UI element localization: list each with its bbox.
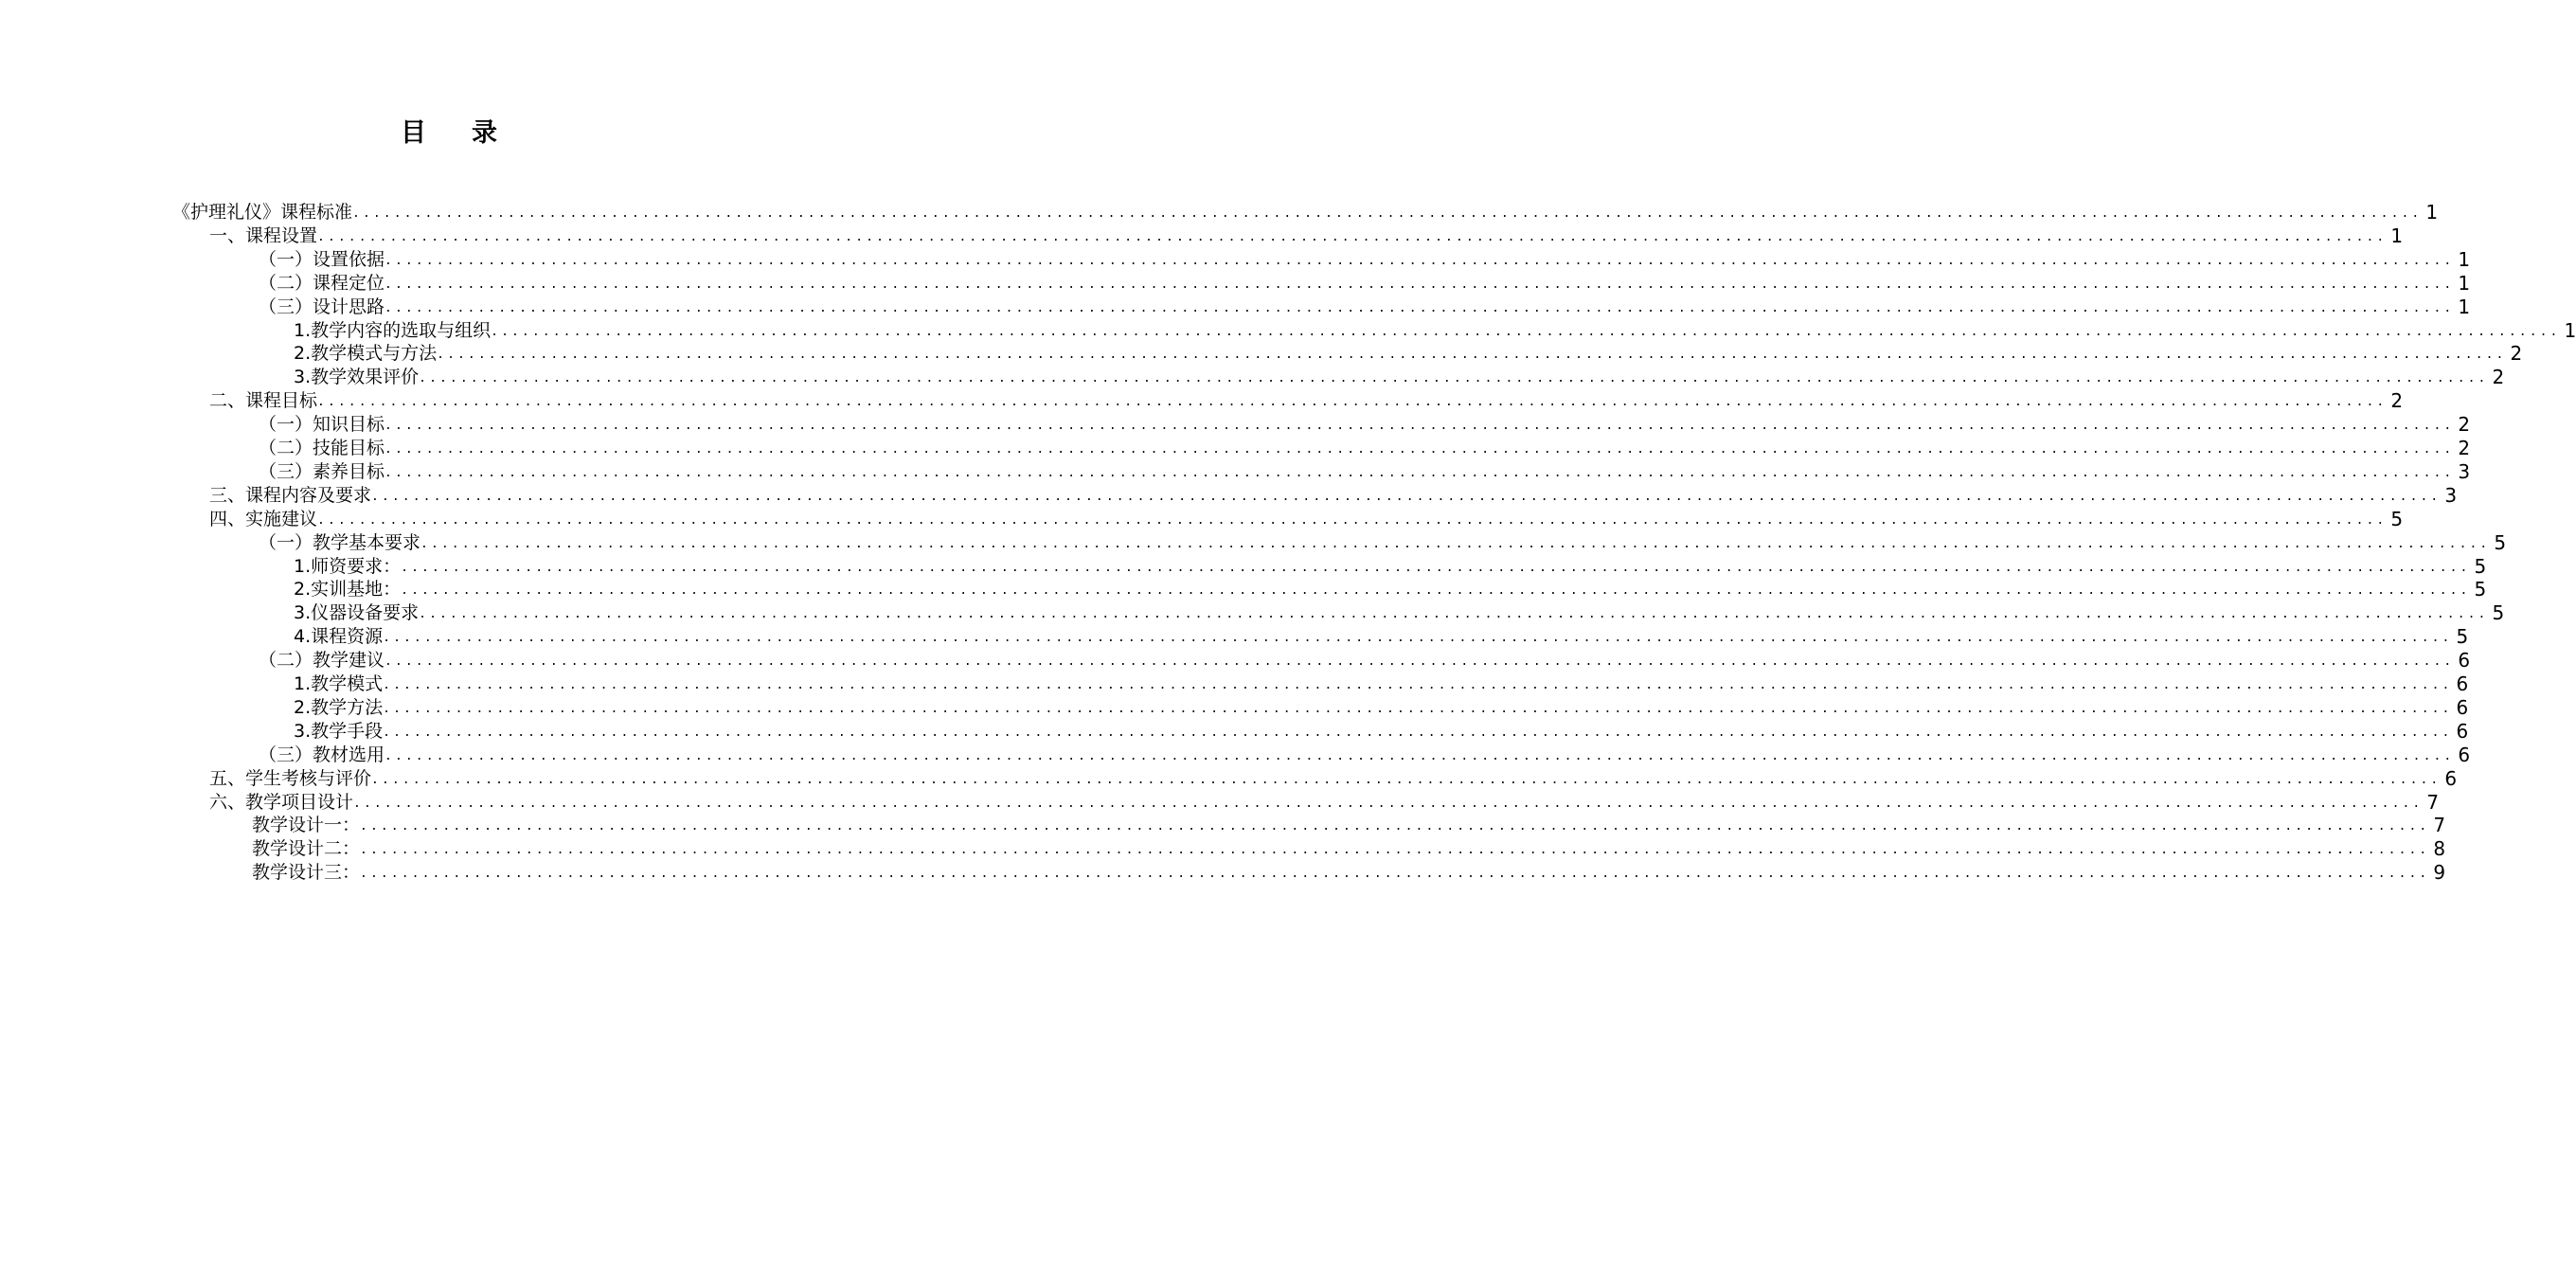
toc-leader-dots: ........................................................................................................................................................................................................ xyxy=(385,253,2455,268)
toc-entry-title: 教学设计二： xyxy=(252,838,361,860)
toc-entry-page-number: 7 xyxy=(2426,790,2440,814)
toc-entry-number: 1. xyxy=(294,555,312,577)
toc-entry-title: 知识目标 xyxy=(313,414,385,436)
toc-entry[interactable] xyxy=(172,199,2439,224)
toc-entry[interactable] xyxy=(209,789,2440,814)
toc-leader-dots: ........................................................................................................................................................................................................ xyxy=(385,442,2455,457)
toc-entry-number: （二） xyxy=(259,272,313,294)
toc-leader-dots: ........................................................................................................................................................................................................ xyxy=(401,583,2471,599)
toc-entry-page-number: 6 xyxy=(2458,649,2471,672)
toc-entry[interactable] xyxy=(259,458,2471,483)
toc-entry[interactable] xyxy=(259,647,2471,672)
toc-leader-dots: ........................................................................................................................................................................................................ xyxy=(383,701,2453,716)
toc-entry-page-number: 1 xyxy=(2458,295,2471,318)
toc-entry-number: 一、 xyxy=(209,224,246,246)
toc-entry-page-number: 5 xyxy=(2474,578,2487,601)
toc-entry-number: （一） xyxy=(259,414,313,436)
toc-leader-dots: ........................................................................................................................................................................................................ xyxy=(317,395,2388,410)
toc-leader-dots: ........................................................................................................................................................................................................ xyxy=(385,465,2455,480)
toc-entry-title: 教学模式 xyxy=(311,673,384,694)
toc-leader-dots: ........................................................................................................................................................................................................ xyxy=(317,229,2388,244)
toc-entry-number: 2. xyxy=(294,579,312,601)
toc-leader-dots: ........................................................................................................................................................................................................ xyxy=(401,560,2471,575)
toc-entry-page-number: 1 xyxy=(2564,318,2576,342)
toc-entry-title: 课程设置 xyxy=(245,224,318,246)
toc-entry-title: 学生考核与评价 xyxy=(245,767,372,789)
toc-entry-number: 3. xyxy=(294,602,312,624)
toc-entry-page-number: 2 xyxy=(2458,413,2471,437)
toc-entry-number: 3. xyxy=(294,367,312,388)
toc-leader-dots: ........................................................................................................................................................................................................ xyxy=(360,867,2430,882)
toc-leader-dots: ........................................................................................................................................................................................................ xyxy=(371,489,2442,504)
toc-leader-dots: ........................................................................................................................................................................................................ xyxy=(371,772,2442,787)
toc-entry[interactable] xyxy=(252,812,2446,837)
toc-entry[interactable] xyxy=(252,835,2446,861)
toc-entry[interactable] xyxy=(294,600,2505,625)
toc-entry-number: 1. xyxy=(294,319,312,341)
toc-leader-dots: ........................................................................................................................................................................................................ xyxy=(383,725,2453,740)
toc-entry-page-number: 2 xyxy=(2510,342,2523,366)
toc-leader-dots: ........................................................................................................................................................................................................ xyxy=(419,371,2489,386)
toc-entry-page-number: 2 xyxy=(2492,366,2505,389)
toc-entry-title: 《护理礼仪》课程标准 xyxy=(172,202,353,223)
toc-leader-dots: ........................................................................................................................................................................................................ xyxy=(420,536,2491,551)
toc-entry-number: 2. xyxy=(294,343,312,365)
toc-entry[interactable] xyxy=(209,223,2404,247)
toc-entry-page-number: 6 xyxy=(2456,695,2469,719)
toc-entry[interactable] xyxy=(209,387,2404,413)
toc-title-char-2: 录 xyxy=(472,118,499,148)
toc-leader-dots: ........................................................................................................................................................................................................ xyxy=(491,324,2561,339)
toc-title xyxy=(0,112,900,149)
toc-entry[interactable] xyxy=(294,694,2469,719)
toc-entry-title: 课程资源 xyxy=(311,626,384,648)
toc-leader-dots: ........................................................................................................................................................................................................ xyxy=(385,277,2455,292)
toc-entry-page-number: 7 xyxy=(2433,814,2446,837)
toc-leader-dots: ........................................................................................................................................................................................................ xyxy=(352,206,2423,221)
toc-entry-number: （三） xyxy=(259,744,313,765)
toc-entry-page-number: 1 xyxy=(2458,271,2471,295)
toc-entry-title: 设计思路 xyxy=(313,296,385,317)
toc-entry-number: 二、 xyxy=(209,390,246,412)
toc-leader-dots: ........................................................................................................................................................................................................ xyxy=(419,607,2489,622)
toc-leader-dots: ........................................................................................................................................................................................................ xyxy=(383,678,2453,692)
toc-entry[interactable] xyxy=(294,317,2576,342)
toc-entry-title: 素养目标 xyxy=(313,460,385,482)
toc-entry-page-number: 6 xyxy=(2456,672,2469,695)
toc-entry-page-number: 5 xyxy=(2494,530,2507,554)
toc-entry[interactable] xyxy=(259,294,2471,318)
toc-entry-number: （一） xyxy=(259,531,313,553)
toc-leader-dots: ........................................................................................................................................................................................................ xyxy=(385,419,2455,434)
toc-entry[interactable] xyxy=(259,411,2471,437)
toc-entry[interactable] xyxy=(259,529,2507,554)
toc-entry-title: 教学手段 xyxy=(311,720,384,742)
toc-entry-number: （二） xyxy=(259,650,313,672)
toc-entry-page-number: 1 xyxy=(2458,247,2471,271)
toc-entry-title: 课程内容及要求 xyxy=(245,484,372,506)
toc-entry-number: （二） xyxy=(259,438,313,458)
toc-entry-page-number: 9 xyxy=(2433,861,2446,885)
toc-entry-page-number: 1 xyxy=(2425,201,2439,224)
toc-entry-number: 五、 xyxy=(209,767,246,789)
toc-leader-dots: ........................................................................................................................................................................................................ xyxy=(385,654,2455,670)
toc-entry[interactable] xyxy=(259,435,2471,459)
toc-entry-number: （三） xyxy=(259,296,313,317)
toc-entry-title: 教学项目设计 xyxy=(245,791,354,813)
toc-entry-title: 教学方法 xyxy=(311,696,384,718)
toc-entry[interactable] xyxy=(294,671,2469,695)
toc-entry-page-number: 5 xyxy=(2390,507,2404,530)
toc-entry-page-number: 3 xyxy=(2444,483,2458,507)
toc-leader-dots: ........................................................................................................................................................................................................ xyxy=(437,348,2507,363)
toc-entry-title: 教学建议 xyxy=(313,650,385,672)
toc-entry-page-number: 2 xyxy=(2390,389,2404,413)
toc-entry[interactable] xyxy=(209,506,2404,530)
toc-entry-number: 3. xyxy=(294,720,312,742)
toc-entry[interactable] xyxy=(209,482,2458,507)
toc-entry-number: 4. xyxy=(294,626,312,648)
toc-entry-title: 课程目标 xyxy=(245,390,318,412)
toc-entry-page-number: 3 xyxy=(2458,459,2471,483)
toc-entry-number: 2. xyxy=(294,696,312,718)
toc-entry-title: 仪器设备要求 xyxy=(311,602,420,624)
toc-entry-number: 三、 xyxy=(209,484,246,506)
toc-entry-title: 教学内容的选取与组织 xyxy=(311,319,492,341)
toc-entry-title: 教学设计三： xyxy=(252,862,361,884)
toc-entry[interactable] xyxy=(294,623,2469,649)
toc-entry-page-number: 8 xyxy=(2433,837,2446,861)
toc-entry-page-number: 6 xyxy=(2458,743,2471,766)
toc-entry[interactable] xyxy=(294,364,2505,389)
toc-leader-dots: ........................................................................................................................................................................................................ xyxy=(317,512,2388,528)
toc-entry[interactable] xyxy=(259,270,2471,295)
toc-entry-page-number: 5 xyxy=(2456,625,2469,649)
toc-entry-page-number: 6 xyxy=(2456,719,2469,743)
toc-entry[interactable] xyxy=(259,246,2471,271)
toc-entry[interactable] xyxy=(294,553,2487,578)
toc-entry[interactable] xyxy=(252,859,2446,885)
toc-entry-title: 教学设计一： xyxy=(252,815,361,836)
toc-leader-dots: ........................................................................................................................................................................................................ xyxy=(385,748,2455,763)
toc-entry-title: 技能目标 xyxy=(313,438,385,458)
toc-leader-dots: ........................................................................................................................................................................................................ xyxy=(353,796,2424,811)
toc-entry-title: 实施建议 xyxy=(245,508,318,529)
toc-leader-dots: ........................................................................................................................................................................................................ xyxy=(360,843,2430,858)
toc-entry-title: 实训基地： xyxy=(311,579,402,601)
toc-entry[interactable] xyxy=(294,340,2523,366)
toc-entry[interactable] xyxy=(259,742,2471,766)
toc-entry[interactable] xyxy=(294,576,2487,601)
toc-entry-page-number: 2 xyxy=(2458,437,2471,459)
toc-entry[interactable] xyxy=(209,765,2458,790)
toc-entry-number: 1. xyxy=(294,673,312,694)
toc-entry-number: 六、 xyxy=(209,791,246,813)
toc-entry-title: 教材选用 xyxy=(313,744,385,765)
toc-entry-title: 教学效果评价 xyxy=(311,367,420,388)
toc-leader-dots: ........................................................................................................................................................................................................ xyxy=(383,631,2453,646)
toc-entry-page-number: 5 xyxy=(2474,554,2487,578)
toc-entry-title: 设置依据 xyxy=(313,248,385,270)
toc-entry-page-number: 5 xyxy=(2492,601,2505,625)
toc-entry-title: 师资要求： xyxy=(311,555,402,577)
toc-entry[interactable] xyxy=(294,718,2469,743)
toc-leader-dots: ........................................................................................................................................................................................................ xyxy=(385,300,2455,315)
toc-entry-page-number: 1 xyxy=(2390,224,2404,247)
toc-entry-page-number: 6 xyxy=(2444,766,2458,790)
toc-entry-number: 四、 xyxy=(209,508,246,529)
toc-entry-number: （一） xyxy=(259,248,313,270)
toc-title-char-1: 目 xyxy=(401,118,428,148)
toc-entry-number: （三） xyxy=(259,460,313,482)
toc-leader-dots: ........................................................................................................................................................................................................ xyxy=(360,819,2430,834)
toc-entry-title: 教学基本要求 xyxy=(313,531,421,553)
toc-entry-title: 教学模式与方法 xyxy=(311,343,438,365)
toc-entry-title: 课程定位 xyxy=(313,272,385,294)
